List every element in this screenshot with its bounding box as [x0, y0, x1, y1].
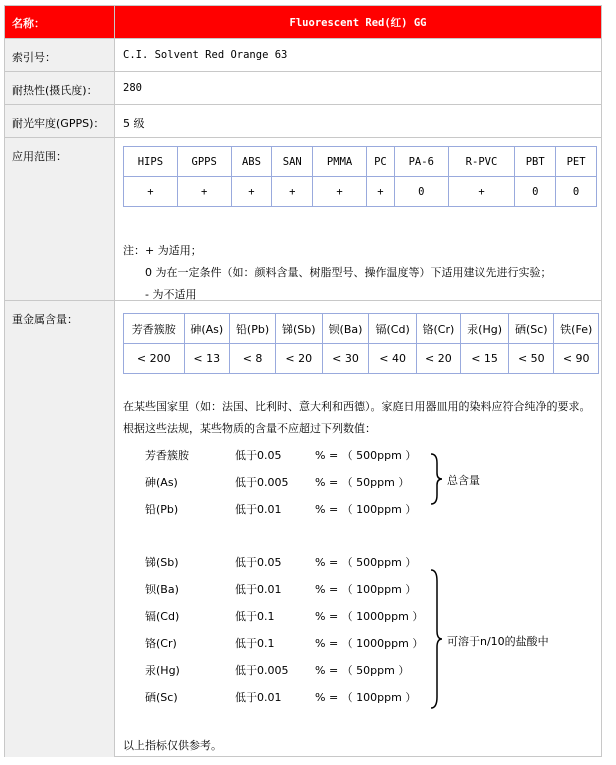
- group1-brace: [429, 453, 443, 505]
- metal-col-header: 铅(Pb): [230, 314, 276, 344]
- metal-cell: < 90: [554, 344, 599, 374]
- metal-col-header: 汞(Hg): [460, 314, 508, 344]
- app-col-header: PC: [366, 147, 394, 177]
- metal-col-header: 硒(Sc): [509, 314, 554, 344]
- limit-value: 低于0.005: [235, 476, 289, 489]
- legend-note-plus: 注：+ 为适用；: [123, 244, 202, 257]
- app-col-header: R-PVC: [448, 147, 515, 177]
- heat-label: 耐热性(摄氏度)：: [5, 72, 115, 104]
- group1-label: 总含量: [447, 474, 480, 487]
- app-col-header: PET: [556, 147, 597, 177]
- limit-value: 低于0.01: [235, 583, 282, 596]
- metal-col-header: 芳香簇胺: [124, 314, 185, 344]
- limit-value: 低于0.1: [235, 610, 275, 623]
- limit-ppm: % = （ 100ppm ）: [315, 583, 417, 596]
- light-value: 5 级: [123, 117, 145, 130]
- metal-col-header: 钡(Ba): [322, 314, 369, 344]
- heat-row: [5, 72, 601, 105]
- application-value-row: [124, 177, 597, 207]
- limit-ppm: % = （ 100ppm ）: [315, 691, 417, 704]
- metal-cell: < 20: [416, 344, 460, 374]
- application-label: 应用范围：: [5, 138, 115, 300]
- metal-col-header: 砷(As): [184, 314, 230, 344]
- limit-name: 汞(Hg): [145, 664, 180, 677]
- index-label: 索引号：: [5, 39, 115, 71]
- app-col-header: PBT: [515, 147, 556, 177]
- index-row: [5, 39, 601, 72]
- heat-value: 280: [123, 82, 142, 94]
- metal-col-header: 铁(Fe): [554, 314, 599, 344]
- app-col-header: SAN: [272, 147, 313, 177]
- limit-value: 低于0.005: [235, 664, 289, 677]
- limit-ppm: % = （ 1000ppm ）: [315, 610, 424, 623]
- app-col-header: PMMA: [313, 147, 367, 177]
- metal-col-header: 铬(Cr): [416, 314, 460, 344]
- metal-cell: < 8: [230, 344, 276, 374]
- regulation-intro: 在某些国家里（如：法国、比利时、意大利和西德）。家庭日用器皿用的染料应符合纯净的要求。根据这些法规，某些物质的含量不应超过下列数值：: [123, 400, 591, 435]
- product-name: Fluorescent Red(红) GG: [115, 6, 601, 38]
- metal-cell: < 50: [509, 344, 554, 374]
- limit-value: 低于0.1: [235, 637, 275, 650]
- index-value: C.I. Solvent Red Orange 63: [123, 49, 288, 61]
- limit-name: 铬(Cr): [145, 637, 177, 650]
- app-cell: +: [448, 177, 515, 207]
- app-cell: +: [313, 177, 367, 207]
- metal-col-header: 镉(Cd): [369, 314, 416, 344]
- limit-ppm: % = （ 500ppm ）: [315, 449, 417, 462]
- app-cell: +: [177, 177, 231, 207]
- metal-header-row: [124, 314, 599, 344]
- legend-note-zero: 0 为在一定条件（如：颜料含量、树脂型号、操作温度等）下适用建议先进行实验；: [145, 266, 552, 279]
- limit-value: 低于0.05: [235, 556, 282, 569]
- spec-sheet: [4, 5, 602, 757]
- app-cell: +: [366, 177, 394, 207]
- limit-name: 锑(Sb): [145, 556, 179, 569]
- application-table: [123, 146, 597, 207]
- limit-name: 芳香簇胺: [145, 449, 189, 462]
- app-cell: 0: [556, 177, 597, 207]
- metal-cell: < 15: [460, 344, 508, 374]
- metal-cell: < 40: [369, 344, 416, 374]
- app-cell: 0: [394, 177, 448, 207]
- app-col-header: PA-6: [394, 147, 448, 177]
- app-col-header: GPPS: [177, 147, 231, 177]
- limit-ppm: % = （ 500ppm ）: [315, 556, 417, 569]
- light-row: [5, 105, 601, 138]
- footer-note: 以上指标仅供参考。: [123, 739, 222, 752]
- limit-name: 镉(Cd): [145, 610, 180, 623]
- name-label: 名称：: [5, 6, 115, 38]
- app-cell: +: [231, 177, 272, 207]
- limit-name: 硒(Sc): [145, 691, 178, 704]
- metal-cell: < 13: [184, 344, 230, 374]
- heavy-metal-table: [123, 313, 599, 374]
- heavy-metal-label: 重金属含量：: [5, 301, 115, 757]
- group2-label: 可溶于n/10的盐酸中: [447, 635, 549, 648]
- app-col-header: HIPS: [124, 147, 178, 177]
- app-cell: +: [124, 177, 178, 207]
- metal-cell: < 30: [322, 344, 369, 374]
- app-cell: 0: [515, 177, 556, 207]
- limit-name: 铅(Pb): [145, 503, 179, 516]
- name-row: [5, 6, 601, 39]
- metal-col-header: 锑(Sb): [276, 314, 322, 344]
- legend-note-minus: - 为不适用: [145, 288, 197, 301]
- group2-brace: [429, 569, 443, 709]
- limit-ppm: % = （ 1000ppm ）: [315, 637, 424, 650]
- limit-value: 低于0.01: [235, 503, 282, 516]
- limit-ppm: % = （ 100ppm ）: [315, 503, 417, 516]
- limit-ppm: % = （ 50ppm ）: [315, 476, 410, 489]
- limit-name: 钡(Ba): [145, 583, 179, 596]
- metal-cell: < 200: [124, 344, 185, 374]
- limit-ppm: % = （ 50ppm ）: [315, 664, 410, 677]
- metal-value-row: [124, 344, 599, 374]
- limit-name: 砷(As): [145, 476, 178, 489]
- light-label: 耐光牢度(GPPS)：: [5, 105, 115, 137]
- limit-value: 低于0.05: [235, 449, 282, 462]
- heavy-metal-row: [5, 301, 601, 757]
- app-col-header: ABS: [231, 147, 272, 177]
- metal-cell: < 20: [276, 344, 322, 374]
- application-row: [5, 138, 601, 301]
- limit-value: 低于0.01: [235, 691, 282, 704]
- application-header-row: [124, 147, 597, 177]
- app-cell: +: [272, 177, 313, 207]
